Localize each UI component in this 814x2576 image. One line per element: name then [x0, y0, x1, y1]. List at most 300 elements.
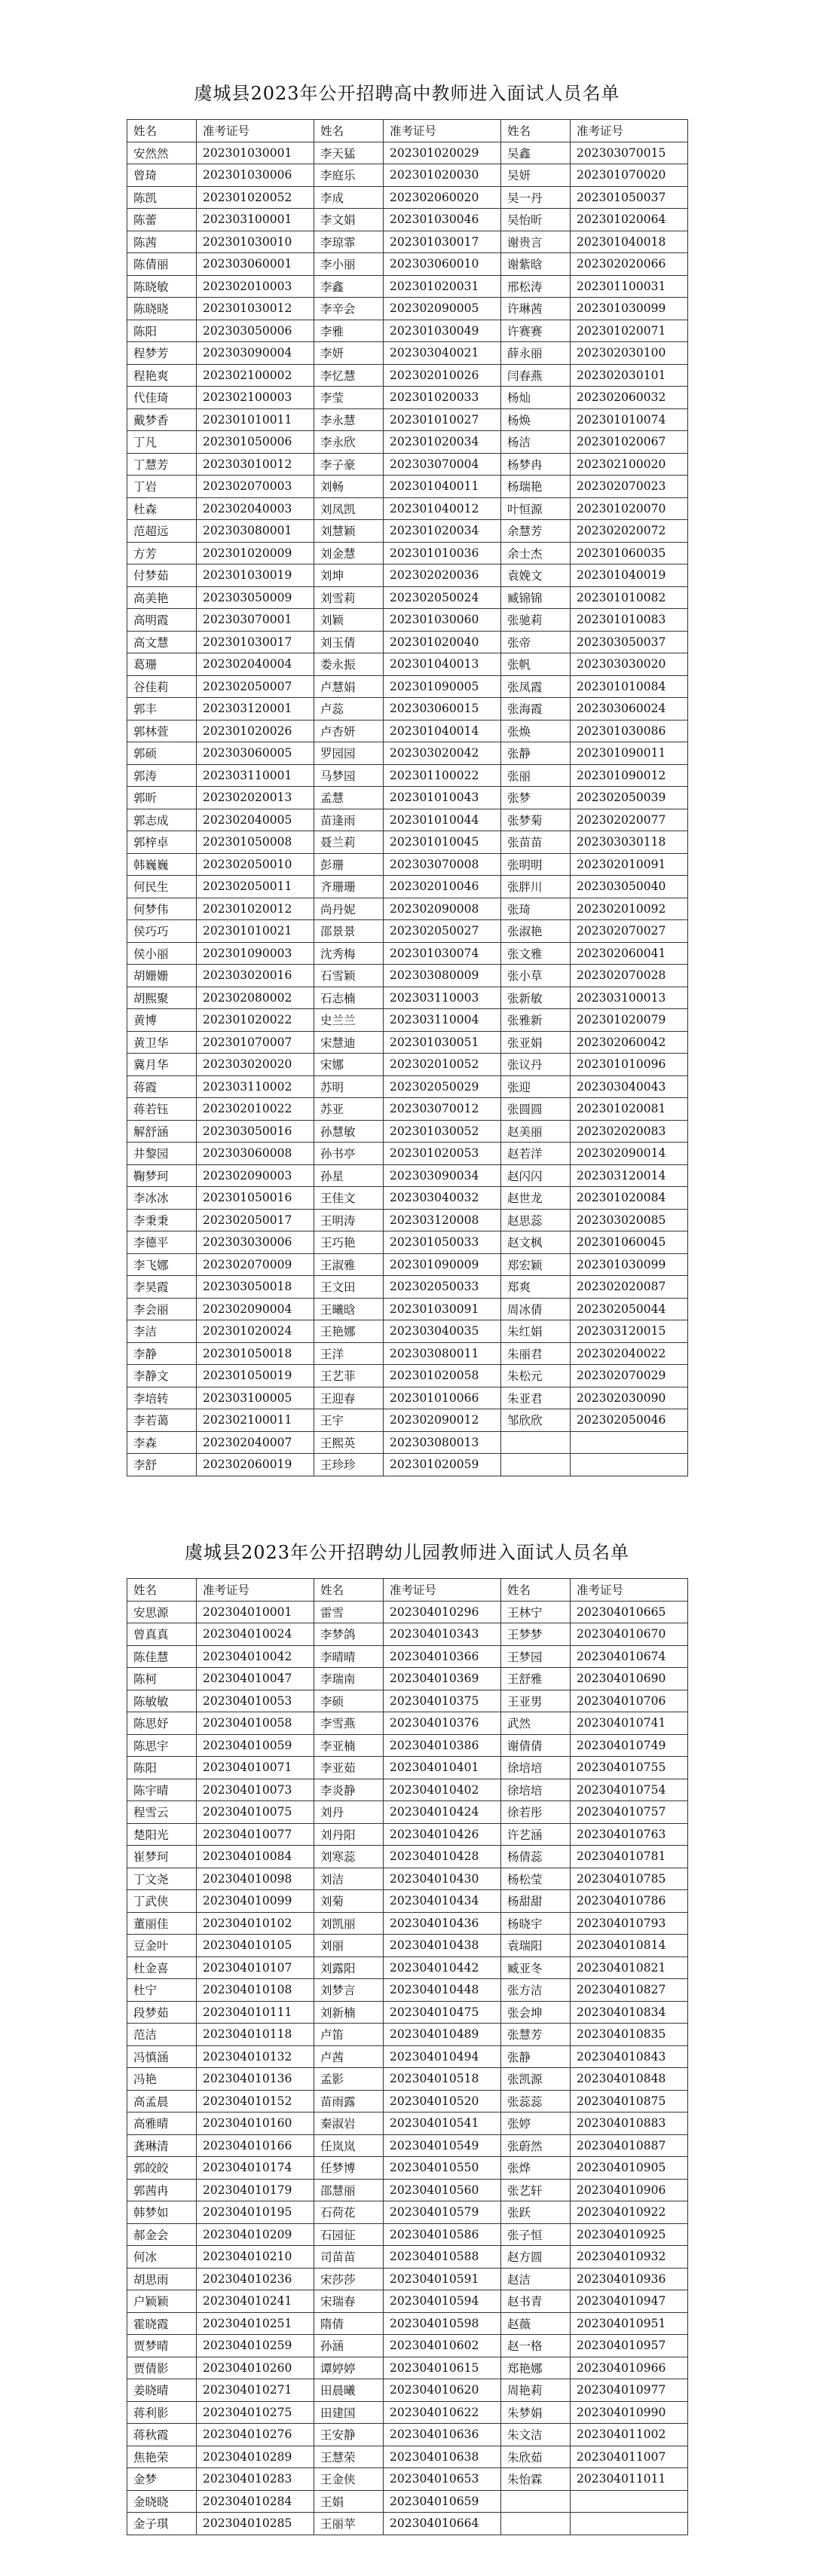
- exam-number: 202302050024: [384, 586, 501, 609]
- table-row: [127, 1801, 688, 1824]
- candidate-name: 安思源: [127, 1601, 197, 1623]
- candidate-name: 李永欣: [314, 431, 384, 454]
- table-row: [127, 1979, 688, 2002]
- exam-number: 202304010136: [197, 2068, 314, 2091]
- candidate-name: 冯慎涵: [127, 2045, 197, 2068]
- table-row: [127, 253, 688, 276]
- table-row: [127, 520, 688, 543]
- exam-number: 202302100020: [571, 453, 688, 476]
- exam-number: 202303050009: [197, 586, 314, 609]
- table-row: [127, 831, 688, 854]
- candidate-name: 武然: [501, 1712, 571, 1735]
- exam-number: 202304010424: [384, 1801, 501, 1824]
- exam-number: 202301020022: [197, 1009, 314, 1032]
- candidate-name: 宋莎莎: [314, 2268, 384, 2290]
- candidate-name: 张文雅: [501, 942, 571, 965]
- exam-number: 202302050017: [197, 1209, 314, 1231]
- exam-number: 202304010047: [197, 1668, 314, 1690]
- exam-number: 202301090011: [571, 742, 688, 765]
- candidate-name: 郑爽: [501, 1276, 571, 1299]
- candidate-name: 鞠梦珂: [127, 1164, 197, 1187]
- header-name: 姓名: [127, 1579, 197, 1602]
- exam-number: 202301020026: [197, 720, 314, 742]
- candidate-name: 陈敏敏: [127, 1690, 197, 1712]
- candidate-name: 李硕: [314, 1690, 384, 1712]
- exam-number: 202304010951: [571, 2312, 688, 2335]
- candidate-name: 陈思宇: [127, 1734, 197, 1757]
- candidate-name: 陈晓敏: [127, 275, 197, 298]
- table-row: [127, 876, 688, 898]
- exam-number: 202304010905: [571, 2157, 688, 2180]
- exam-number: 202304010366: [384, 1645, 501, 1668]
- candidate-name: 赵洁: [501, 2268, 571, 2290]
- table-row: [127, 1365, 688, 1387]
- table-row: [127, 720, 688, 742]
- exam-number: 202302050046: [571, 1409, 688, 1432]
- candidate-name: 金梦: [127, 2468, 197, 2491]
- candidate-name: 刘颖: [314, 609, 384, 632]
- exam-number: 202304010586: [384, 2223, 501, 2246]
- table-row: [127, 2113, 688, 2135]
- candidate-name: 孙星: [314, 1164, 384, 1187]
- candidate-name: 张迎: [501, 1075, 571, 1098]
- candidate-name: 高美艳: [127, 586, 197, 609]
- exam-number: 202303110004: [384, 1009, 501, 1032]
- table-row: [127, 142, 688, 164]
- table-row: [127, 320, 688, 342]
- exam-number: 202302100003: [197, 387, 314, 409]
- exam-number: 202303070015: [571, 142, 688, 164]
- exam-number: 202304010195: [197, 2201, 314, 2224]
- candidate-name: 张驰莉: [501, 609, 571, 632]
- table-row: [127, 2424, 688, 2446]
- exam-number: 202301020009: [197, 542, 314, 564]
- candidate-name: 李雪燕: [314, 1712, 384, 1735]
- table-row: [127, 764, 688, 787]
- exam-number: 202303120014: [571, 1164, 688, 1187]
- exam-number: 202304010475: [384, 2001, 501, 2024]
- table-row: [127, 2045, 688, 2068]
- candidate-name: 范超远: [127, 520, 197, 543]
- exam-number: [571, 2490, 688, 2513]
- candidate-name: 朱亚君: [501, 1387, 571, 1409]
- candidate-name: 孙慧敏: [314, 1120, 384, 1143]
- candidate-name: 邵景景: [314, 920, 384, 943]
- candidate-name: 户颖颖: [127, 2290, 197, 2313]
- candidate-name: 叶恒源: [501, 497, 571, 520]
- exam-number: 202304010430: [384, 1868, 501, 1890]
- exam-number: 202304010259: [197, 2335, 314, 2357]
- table-row: [127, 1601, 688, 1623]
- candidate-name: 谢贵言: [501, 231, 571, 253]
- candidate-name: 张苗苗: [501, 831, 571, 854]
- exam-number: 202304010966: [571, 2357, 688, 2379]
- candidate-name: 李辛会: [314, 298, 384, 320]
- candidate-name: 郭丰: [127, 698, 197, 720]
- exam-number: 202303030118: [571, 831, 688, 854]
- table-header-row: [127, 1579, 688, 1602]
- candidate-name: 苏明: [314, 1075, 384, 1098]
- exam-number: 202302050007: [197, 675, 314, 698]
- exam-number: 202301010084: [571, 675, 688, 698]
- exam-number: 202302040003: [197, 497, 314, 520]
- candidate-name: 任梦博: [314, 2157, 384, 2180]
- exam-number: 202302060041: [571, 942, 688, 965]
- exam-number: 202301030046: [384, 209, 501, 231]
- exam-number: 202304010990: [571, 2401, 688, 2424]
- candidate-name: 金晓晓: [127, 2490, 197, 2513]
- exam-number: 202303040035: [384, 1320, 501, 1343]
- exam-number: 202304010549: [384, 2134, 501, 2157]
- exam-number: 202302020083: [571, 1120, 688, 1143]
- exam-number: 202303030020: [571, 653, 688, 676]
- candidate-name: 齐珊珊: [314, 876, 384, 898]
- candidate-name: 吴妍: [501, 164, 571, 187]
- exam-number: 202301030052: [384, 1120, 501, 1143]
- candidate-name: 楚阳光: [127, 1823, 197, 1846]
- candidate-name: 丁武侠: [127, 1890, 197, 1913]
- candidate-name: 代佳琦: [127, 387, 197, 409]
- exam-number: 202304010042: [197, 1645, 314, 1668]
- candidate-name: 朱松元: [501, 1365, 571, 1387]
- exam-number: 202304010827: [571, 1979, 688, 2002]
- candidate-name: 司苗苗: [314, 2246, 384, 2269]
- candidate-name: 许艺涵: [501, 1823, 571, 1846]
- candidate-name: 郭硕: [127, 742, 197, 765]
- candidate-name: 葛珊: [127, 653, 197, 676]
- table-row: [127, 1075, 688, 1098]
- exam-number: 202304010236: [197, 2268, 314, 2290]
- candidate-name: 付梦茹: [127, 564, 197, 587]
- candidate-name: 孟影: [314, 2068, 384, 2091]
- exam-number: 202304010560: [384, 2179, 501, 2201]
- candidate-name: 徐若彤: [501, 1801, 571, 1824]
- table-row: [127, 2401, 688, 2424]
- exam-number: 202302010091: [571, 853, 688, 876]
- table-row: [127, 586, 688, 609]
- exam-number: 202304011007: [571, 2446, 688, 2468]
- exam-number: 202303070001: [197, 609, 314, 632]
- exam-number: 202304010118: [197, 2024, 314, 2046]
- candidate-name: 杨甜甜: [501, 1890, 571, 1913]
- exam-number: 202304010594: [384, 2290, 501, 2313]
- candidate-name: 杨焕: [501, 408, 571, 431]
- table-row: [127, 2379, 688, 2402]
- table-row: [127, 1320, 688, 1343]
- exam-number: 202304010763: [571, 1823, 688, 1846]
- candidate-name: 宋娜: [314, 1054, 384, 1076]
- exam-number: 202301030010: [197, 231, 314, 253]
- candidate-name: 郭茜冉: [127, 2179, 197, 2201]
- exam-number: 202304010848: [571, 2068, 688, 2091]
- exam-number: 202304010241: [197, 2290, 314, 2313]
- exam-number: 202301010082: [571, 586, 688, 609]
- candidate-name: 贾梦晴: [127, 2335, 197, 2357]
- candidate-name: 金子琪: [127, 2513, 197, 2535]
- candidate-name: 安然然: [127, 142, 197, 164]
- candidate-name: 李森: [127, 1431, 197, 1454]
- exam-number: 202301040019: [571, 564, 688, 587]
- exam-number: 202301040018: [571, 231, 688, 253]
- candidate-name: 张胖川: [501, 876, 571, 898]
- exam-number: 202302070009: [197, 1253, 314, 1276]
- exam-number: 202303100013: [571, 987, 688, 1009]
- exam-number: 202304010260: [197, 2357, 314, 2379]
- candidate-name: 史兰兰: [314, 1009, 384, 1032]
- exam-number: 202301010083: [571, 609, 688, 632]
- candidate-name: 王梦梦: [501, 1623, 571, 1646]
- header-exam-number: 准考证号: [571, 1579, 688, 1602]
- candidate-name: 吴怡昕: [501, 209, 571, 231]
- table-row: [127, 2134, 688, 2157]
- candidate-name: 朱梦娟: [501, 2401, 571, 2424]
- table-row: [127, 408, 688, 431]
- exam-number: 202301030060: [384, 609, 501, 632]
- table-row: [127, 1031, 688, 1054]
- exam-number: 202303060024: [571, 698, 688, 720]
- candidate-name: 李妍: [314, 342, 384, 365]
- table-row: [127, 1668, 688, 1690]
- candidate-name: 李炎静: [314, 1779, 384, 1801]
- candidate-name: 龚琳清: [127, 2134, 197, 2157]
- exam-number: 202304010375: [384, 1690, 501, 1712]
- table-row: [127, 2024, 688, 2046]
- candidate-name: 袁娩文: [501, 564, 571, 587]
- candidate-name: 聂兰莉: [314, 831, 384, 854]
- exam-number: 202301100022: [384, 764, 501, 787]
- exam-number: 202303050006: [197, 320, 314, 342]
- candidate-name: 赵若洋: [501, 1143, 571, 1165]
- table-row: [127, 1912, 688, 1935]
- candidate-name: 宋瑞春: [314, 2290, 384, 2313]
- exam-number: 202304010284: [197, 2490, 314, 2513]
- exam-number: 202304010843: [571, 2045, 688, 2068]
- table-row: [127, 1143, 688, 1165]
- candidate-name: 张烨: [501, 2157, 571, 2180]
- exam-number: 202304010936: [571, 2268, 688, 2290]
- exam-number: 202304010754: [571, 1779, 688, 1801]
- exam-number: 202304010428: [384, 1846, 501, 1868]
- exam-number: 202304010152: [197, 2090, 314, 2113]
- exam-number: 202304010674: [571, 1645, 688, 1668]
- exam-number: 202304010906: [571, 2179, 688, 2201]
- candidate-name: 李亚茹: [314, 1757, 384, 1779]
- candidate-name: 谢紫晗: [501, 253, 571, 276]
- exam-number: 202302070027: [571, 920, 688, 943]
- exam-number: 202302020066: [571, 253, 688, 276]
- candidate-name: 陈阳: [127, 320, 197, 342]
- exam-number: 202303110001: [197, 764, 314, 787]
- exam-number: 202303060015: [384, 698, 501, 720]
- exam-number: 202304010814: [571, 1935, 688, 1957]
- exam-number: 202303050040: [571, 876, 688, 898]
- candidate-name: 杜金喜: [127, 1956, 197, 1979]
- exam-number: 202304010276: [197, 2424, 314, 2446]
- exam-number: 202302090004: [197, 1298, 314, 1320]
- exam-number: 202302090008: [384, 898, 501, 920]
- candidate-name: [501, 1431, 571, 1454]
- exam-number: 202301020031: [384, 275, 501, 298]
- candidate-name: 王明涛: [314, 1209, 384, 1231]
- candidate-name: 张艺轩: [501, 2179, 571, 2201]
- exam-number: 202301040011: [384, 476, 501, 498]
- exam-number: 202301050018: [197, 1342, 314, 1365]
- candidate-name: 张帝: [501, 631, 571, 653]
- candidate-name: 邢松涛: [501, 275, 571, 298]
- exam-number: 202302090003: [197, 1164, 314, 1187]
- candidate-name: 李静文: [127, 1365, 197, 1387]
- candidate-name: 刘丹: [314, 1801, 384, 1824]
- header-name: 姓名: [314, 120, 384, 142]
- candidate-name: 李琼霏: [314, 231, 384, 253]
- exam-number: 202301100031: [571, 275, 688, 298]
- candidate-name: 丁凡: [127, 431, 197, 454]
- table-row: [127, 1009, 688, 1032]
- exam-number: 202304010602: [384, 2335, 501, 2357]
- table-row: [127, 787, 688, 809]
- exam-number: [571, 1431, 688, 1454]
- exam-number: 202304010615: [384, 2357, 501, 2379]
- candidate-name: 高雅晴: [127, 2113, 197, 2135]
- exam-number: 202304010174: [197, 2157, 314, 2180]
- exam-number: 202301030001: [197, 142, 314, 164]
- candidate-name: 胡姗姗: [127, 965, 197, 987]
- candidate-name: 张亚娟: [501, 1031, 571, 1054]
- candidate-name: 张蕊蕊: [501, 2090, 571, 2113]
- table-row: [127, 1253, 688, 1276]
- exam-number: 202301020081: [571, 1098, 688, 1121]
- exam-number: 202304010834: [571, 2001, 688, 2024]
- exam-number: 202301020024: [197, 1320, 314, 1343]
- candidate-name: 孙涵: [314, 2335, 384, 2357]
- exam-number: 202301090012: [571, 764, 688, 787]
- candidate-name: 杨倩蕊: [501, 1846, 571, 1868]
- exam-number: 202302030100: [571, 342, 688, 365]
- candidate-name: 田建国: [314, 2401, 384, 2424]
- exam-number: 202304010883: [571, 2113, 688, 2135]
- exam-number: 202302050033: [384, 1276, 501, 1299]
- table-row: [127, 364, 688, 387]
- exam-number: 202301090005: [384, 675, 501, 698]
- candidate-name: 李培转: [127, 1387, 197, 1409]
- exam-number: 202302090005: [384, 298, 501, 320]
- exam-number: 202303080011: [384, 1342, 501, 1365]
- candidate-name: 曾琦: [127, 164, 197, 187]
- candidate-name: 王丽苹: [314, 2513, 384, 2535]
- candidate-name: 孙书亭: [314, 1143, 384, 1165]
- exam-number: 202301050037: [571, 186, 688, 209]
- header-exam-number: 准考证号: [571, 120, 688, 142]
- table-row: [127, 209, 688, 231]
- candidate-name: 贾倩影: [127, 2357, 197, 2379]
- exam-number: 202304010343: [384, 1623, 501, 1646]
- exam-number: 202301020012: [197, 898, 314, 920]
- candidate-name: 王巧艳: [314, 1231, 384, 1254]
- candidate-name: 石志楠: [314, 987, 384, 1009]
- exam-number: 202302070003: [197, 476, 314, 498]
- candidate-name: 谭婷婷: [314, 2357, 384, 2379]
- candidate-name: 杨灿: [501, 387, 571, 409]
- candidate-name: 赵闪闪: [501, 1164, 571, 1187]
- exam-number: 202301060035: [571, 542, 688, 564]
- candidate-name: 邹欣欣: [501, 1409, 571, 1432]
- table-row: [127, 1935, 688, 1957]
- exam-number: 202301030017: [384, 231, 501, 253]
- candidate-name: 冀月华: [127, 1054, 197, 1076]
- candidate-name: 朱丽君: [501, 1342, 571, 1365]
- candidate-name: 郭涛: [127, 764, 197, 787]
- exam-number: 202303080013: [384, 1431, 501, 1454]
- candidate-name: 张凤霞: [501, 675, 571, 698]
- exam-number: 202303070012: [384, 1098, 501, 1121]
- candidate-name: 张明明: [501, 853, 571, 876]
- exam-number: 202301070007: [197, 1031, 314, 1054]
- exam-number: 202301070020: [571, 164, 688, 187]
- table-row: [127, 609, 688, 632]
- table-row: [127, 2201, 688, 2224]
- candidate-name: 张淑艳: [501, 920, 571, 943]
- candidate-name: 杨松莹: [501, 1868, 571, 1890]
- candidate-name: 李德平: [127, 1231, 197, 1254]
- table-row: [127, 1187, 688, 1210]
- candidate-name: 王佳文: [314, 1187, 384, 1210]
- exam-number: 202302040005: [197, 809, 314, 831]
- exam-number: 202301030086: [571, 720, 688, 742]
- exam-number: 202304010099: [197, 1890, 314, 1913]
- exam-number: 202304010401: [384, 1757, 501, 1779]
- candidate-name: 郭梓卓: [127, 831, 197, 854]
- table-row: [127, 1387, 688, 1409]
- exam-number: 202301020058: [384, 1365, 501, 1387]
- exam-number: 202303120015: [571, 1320, 688, 1343]
- table-row: [127, 2312, 688, 2335]
- exam-number: 202301010011: [197, 408, 314, 431]
- exam-number: 202304010438: [384, 1935, 501, 1957]
- candidate-name: 朱欣茹: [501, 2446, 571, 2468]
- candidate-name: 李晴晴: [314, 1645, 384, 1668]
- candidate-name: 许琳茜: [501, 298, 571, 320]
- exam-number: 202304010251: [197, 2312, 314, 2335]
- candidate-name: 李成: [314, 186, 384, 209]
- candidate-name: 李雅: [314, 320, 384, 342]
- candidate-name: 刘梦言: [314, 1979, 384, 2002]
- candidate-name: 胡熙聚: [127, 987, 197, 1009]
- exam-number: 202302040004: [197, 653, 314, 676]
- exam-number: 202303030006: [197, 1231, 314, 1254]
- exam-number: 202301010066: [384, 1387, 501, 1409]
- exam-number: 202304010659: [384, 2490, 501, 2513]
- exam-number: 202304011002: [571, 2424, 688, 2446]
- exam-number: 202303010012: [197, 453, 314, 476]
- candidate-name: 何梦伟: [127, 898, 197, 920]
- table-row: [127, 2357, 688, 2379]
- candidate-name: 赵文枫: [501, 1231, 571, 1254]
- exam-number: 202304010166: [197, 2134, 314, 2157]
- candidate-name: 程梦芳: [127, 342, 197, 365]
- candidate-name: 杜宁: [127, 1979, 197, 2002]
- exam-number: 202303040043: [571, 1075, 688, 1098]
- exam-number: 202301030049: [384, 320, 501, 342]
- candidate-name: 刘洁: [314, 1868, 384, 1890]
- candidate-name: 隋倩: [314, 2312, 384, 2335]
- exam-number: 202302100002: [197, 364, 314, 387]
- exam-number: 202304010785: [571, 1868, 688, 1890]
- exam-number: 202301020079: [571, 1009, 688, 1032]
- candidate-name: 王文田: [314, 1276, 384, 1299]
- exam-number: 202304010108: [197, 1979, 314, 2002]
- exam-number: 202304010622: [384, 2401, 501, 2424]
- candidate-name: 彭珊: [314, 853, 384, 876]
